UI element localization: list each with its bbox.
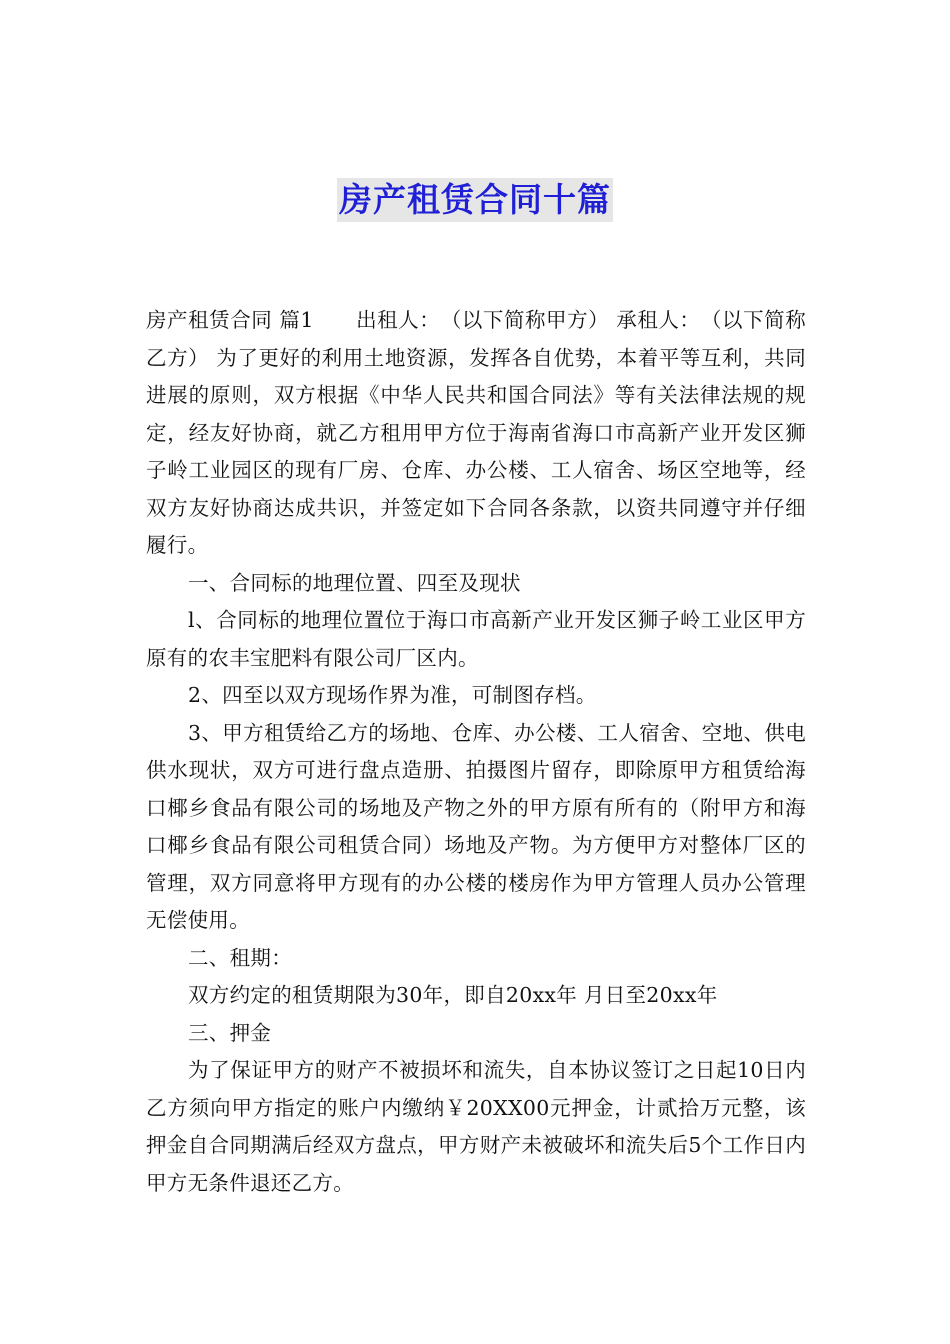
section-heading-1: 一、合同标的地理位置、四至及现状 — [188, 570, 521, 595]
paragraph-clause-2: 2、四至以双方现场作界为准，可制图存档。 — [188, 683, 597, 707]
paragraph-deposit: 为了保证甲方的财产不被损坏和流失，自本协议签订之日起10日内乙方须向甲方指定的账户内缴纳￥20XX00元押金，计贰拾万元整，该押金自合同期满后经双方盘点，甲方财产未被破坏和流失后5个工作日内甲方无条件退还乙方。 — [146, 1058, 806, 1195]
paragraph-intro: 房产租赁合同 篇1 出租人： （以下简称甲方） 承租人： （以下简称乙方） 为了更好的利用土地资源，发挥各自优势，本着平等互利，共同进展的原则，双方根据《中华人民共和国合同法》等有关法律法规的规定，经友好协商，就乙方租用甲方位于海南省海口市高新产业开发区狮子岭工业园区的现有厂房、仓库、办公楼、工人宿舍、场区空地等，经双方友好协商达成共识，并签定如下合同各条款，以资共同遵守并仔细履行。 — [146, 308, 806, 557]
document-body — [146, 302, 806, 1202]
document-title: 房产租赁合同十篇 — [337, 178, 613, 222]
paragraph-clause-3: 3、甲方租赁给乙方的场地、仓库、办公楼、工人宿舍、空地、供电供水现状，双方可进行盘点造册、拍摄图片留存，即除原甲方租赁给海口椰乡食品有限公司的场地及产物之外的甲方原有所有的（附甲方和海口椰乡食品有限公司租赁合同）场地及产物。为方便甲方对整体厂区的管理，双方同意将甲方现有的办公楼的楼房作为甲方管理人员办公管理无偿使用。 — [146, 720, 806, 932]
section-heading-3: 三、押金 — [188, 1020, 272, 1045]
paragraph-term: 双方约定的租赁期限为30年，即自20xx年 月日至20xx年 — [188, 983, 718, 1007]
paragraph-clause-1: l、合同标的地理位置位于海口市高新产业开发区狮子岭工业区甲方原有的农丰宝肥料有限公司厂区内。 — [146, 608, 806, 670]
section-heading-2: 二、租期： — [188, 945, 292, 970]
title-container — [0, 178, 950, 222]
